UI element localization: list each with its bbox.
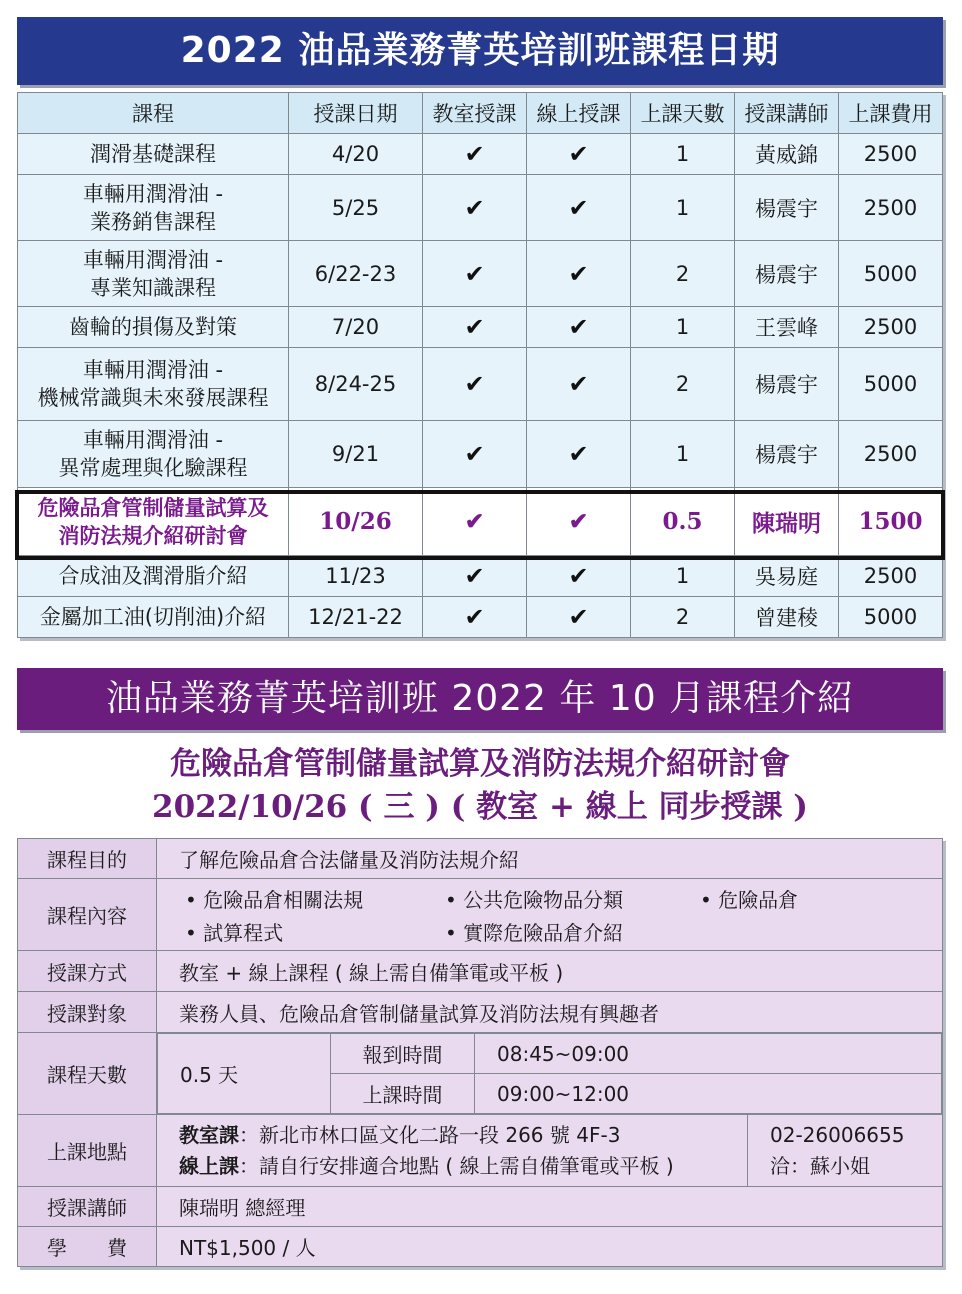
schedule-table: [17, 92, 943, 638]
course-teacher: 楊震宇: [735, 175, 839, 241]
course-name: 車輛用潤滑油 - 機械常識與未來發展課程: [18, 348, 289, 421]
online-check-icon: ✔: [527, 597, 631, 638]
course-name: 合成油及潤滑脂介紹: [18, 556, 289, 597]
classroom-check-icon: ✔: [423, 421, 527, 488]
online-check-icon: ✔: [527, 307, 631, 348]
course-days: 2: [631, 348, 735, 421]
classroom-check-icon: ✔: [423, 597, 527, 638]
purpose-value: 了解危險品倉合法儲量及消防法規介紹: [157, 839, 943, 879]
online-check-icon: ✔: [527, 134, 631, 175]
table-row: [18, 421, 943, 488]
method-label: 授課方式: [18, 951, 157, 992]
course-info-table: [17, 838, 943, 1267]
table-row: [18, 556, 943, 597]
days-label: 課程天數: [18, 1033, 157, 1115]
content-item: [700, 917, 920, 946]
audience-label: 授課對象: [18, 992, 157, 1033]
checkin-label: 報到時間: [331, 1034, 475, 1074]
online-check-icon: ✔: [527, 348, 631, 421]
location-label: 上課地點: [18, 1115, 157, 1187]
table-row: [18, 134, 943, 175]
course-date: 4/20: [289, 134, 423, 175]
course-days: 1: [631, 175, 735, 241]
class-time-value: 09:00~12:00: [475, 1074, 942, 1114]
classroom-check-icon: ✔: [423, 348, 527, 421]
course-fee: 5000: [839, 241, 943, 307]
table-row: [18, 307, 943, 348]
course-teacher: 曾建稜: [735, 597, 839, 638]
content-value: [157, 879, 943, 951]
col-classroom: 教室授課: [423, 93, 527, 134]
online-note: ：請自行安排適合地點 ( 線上需自備筆電或平板 ): [239, 1153, 674, 1178]
col-fee: 上課費用: [839, 93, 943, 134]
col-date: 授課日期: [289, 93, 423, 134]
schedule-title: 2022 油品業務菁英培訓班課程日期: [17, 17, 943, 85]
method-value: 教室 + 線上課程 ( 線上需自備筆電或平板 ): [157, 951, 943, 992]
classroom-check-icon: ✔: [423, 488, 527, 556]
course-days: 2: [631, 241, 735, 307]
schedule-header-row: [18, 93, 943, 134]
content-item: • 試算程式: [185, 920, 284, 945]
course-name: 車輛用潤滑油 - 異常處理與化驗課程: [18, 421, 289, 488]
course-days: 1: [631, 307, 735, 348]
course-teacher: 楊震宇: [735, 421, 839, 488]
event-date: 2022/10/26 ( 三 ) ( 教室 + 線上 同步授課 ): [152, 789, 808, 825]
purpose-label: 課程目的: [18, 839, 157, 879]
teacher-label: 授課講師: [18, 1187, 157, 1227]
contact-cell: [748, 1115, 943, 1187]
table-row: [18, 175, 943, 241]
highlighted-row: [18, 488, 943, 556]
course-days: 0.5: [631, 488, 735, 556]
event-title: 危險品倉管制儲量試算及消防法規介紹研討會: [170, 746, 790, 782]
course-fee: 2500: [839, 175, 943, 241]
online-check-icon: ✔: [527, 241, 631, 307]
days-value: 0.5 天: [158, 1034, 331, 1114]
classroom-address: ：新北市林口區文化二路一段 266 號 4F-3: [239, 1122, 621, 1147]
fee-value: NT$1,500 / 人: [157, 1227, 943, 1267]
teacher-value: 陳瑞明 總經理: [157, 1187, 943, 1227]
classroom-check-icon: ✔: [423, 556, 527, 597]
time-table: [157, 1033, 942, 1114]
online-label: 線上課: [179, 1153, 239, 1178]
course-name: 金屬加工油(切削油)介紹: [18, 597, 289, 638]
october-section: [17, 668, 943, 1267]
info-row: [18, 951, 943, 992]
course-fee: 2500: [839, 556, 943, 597]
online-check-icon: ✔: [527, 175, 631, 241]
course-teacher: 楊震宇: [735, 241, 839, 307]
info-row: [18, 1227, 943, 1267]
course-fee: 2500: [839, 134, 943, 175]
course-teacher: 楊震宇: [735, 348, 839, 421]
content-item: • 危險品倉相關法規: [185, 887, 364, 912]
course-name: 車輛用潤滑油 - 業務銷售課程: [18, 175, 289, 241]
classroom-check-icon: ✔: [423, 134, 527, 175]
course-days: 2: [631, 597, 735, 638]
info-row: [18, 879, 943, 951]
course-teacher: 黃威錦: [735, 134, 839, 175]
online-check-icon: ✔: [527, 488, 631, 556]
content-item: • 危險品倉: [700, 887, 799, 912]
course-name: 潤滑基礎課程: [18, 134, 289, 175]
course-days: 1: [631, 556, 735, 597]
course-teacher: 王雲峰: [735, 307, 839, 348]
course-fee: 5000: [839, 348, 943, 421]
course-fee: 2500: [839, 307, 943, 348]
october-title: 油品業務菁英培訓班 2022 年 10 月課程介紹: [17, 668, 943, 730]
course-fee: 2500: [839, 421, 943, 488]
classroom-label: 教室課: [179, 1122, 239, 1147]
class-time-label: 上課時間: [331, 1074, 475, 1114]
course-name: 危險品倉管制儲量試算及 消防法規介紹研討會: [18, 488, 289, 556]
course-date: 11/23: [289, 556, 423, 597]
location-value: [157, 1115, 748, 1187]
course-date: 12/21-22: [289, 597, 423, 638]
info-row: [18, 992, 943, 1033]
table-row: [18, 241, 943, 307]
classroom-check-icon: ✔: [423, 175, 527, 241]
days-cell: [157, 1033, 943, 1115]
course-date: 9/21: [289, 421, 423, 488]
course-name: 齒輪的損傷及對策: [18, 307, 289, 348]
course-teacher: 吳易庭: [735, 556, 839, 597]
course-date: 10/26: [289, 488, 423, 556]
course-days: 1: [631, 134, 735, 175]
content-item: • 公共危險物品分類: [445, 887, 624, 912]
col-teacher: 授課講師: [735, 93, 839, 134]
checkin-value: 08:45~09:00: [475, 1034, 942, 1074]
content-item: • 實際危險品倉介紹: [445, 920, 624, 945]
info-row: [18, 1187, 943, 1227]
course-fee: 5000: [839, 597, 943, 638]
content-label: 課程內容: [18, 879, 157, 951]
table-row: [18, 348, 943, 421]
classroom-check-icon: ✔: [423, 241, 527, 307]
contact-phone: 02-26006655: [770, 1122, 905, 1147]
online-check-icon: ✔: [527, 556, 631, 597]
course-date: 7/20: [289, 307, 423, 348]
contact-person: 洽：蘇小姐: [770, 1153, 870, 1178]
info-row: [18, 839, 943, 879]
col-days: 上課天數: [631, 93, 735, 134]
classroom-check-icon: ✔: [423, 307, 527, 348]
course-name: 車輛用潤滑油 - 專業知識課程: [18, 241, 289, 307]
course-date: 8/24-25: [289, 348, 423, 421]
course-date: 6/22-23: [289, 241, 423, 307]
col-course: 課程: [18, 93, 289, 134]
col-online: 線上授課: [527, 93, 631, 134]
schedule-section: [17, 17, 943, 638]
course-fee: 1500: [839, 488, 943, 556]
info-row: [18, 1033, 943, 1115]
info-row: [18, 1115, 943, 1187]
online-check-icon: ✔: [527, 421, 631, 488]
table-row: [18, 597, 943, 638]
event-heading: [17, 740, 943, 838]
audience-value: 業務人員、危險品倉管制儲量試算及消防法規有興趣者: [157, 992, 943, 1033]
fee-label: 學 費: [18, 1227, 157, 1267]
course-teacher: 陳瑞明: [735, 488, 839, 556]
course-days: 1: [631, 421, 735, 488]
course-date: 5/25: [289, 175, 423, 241]
